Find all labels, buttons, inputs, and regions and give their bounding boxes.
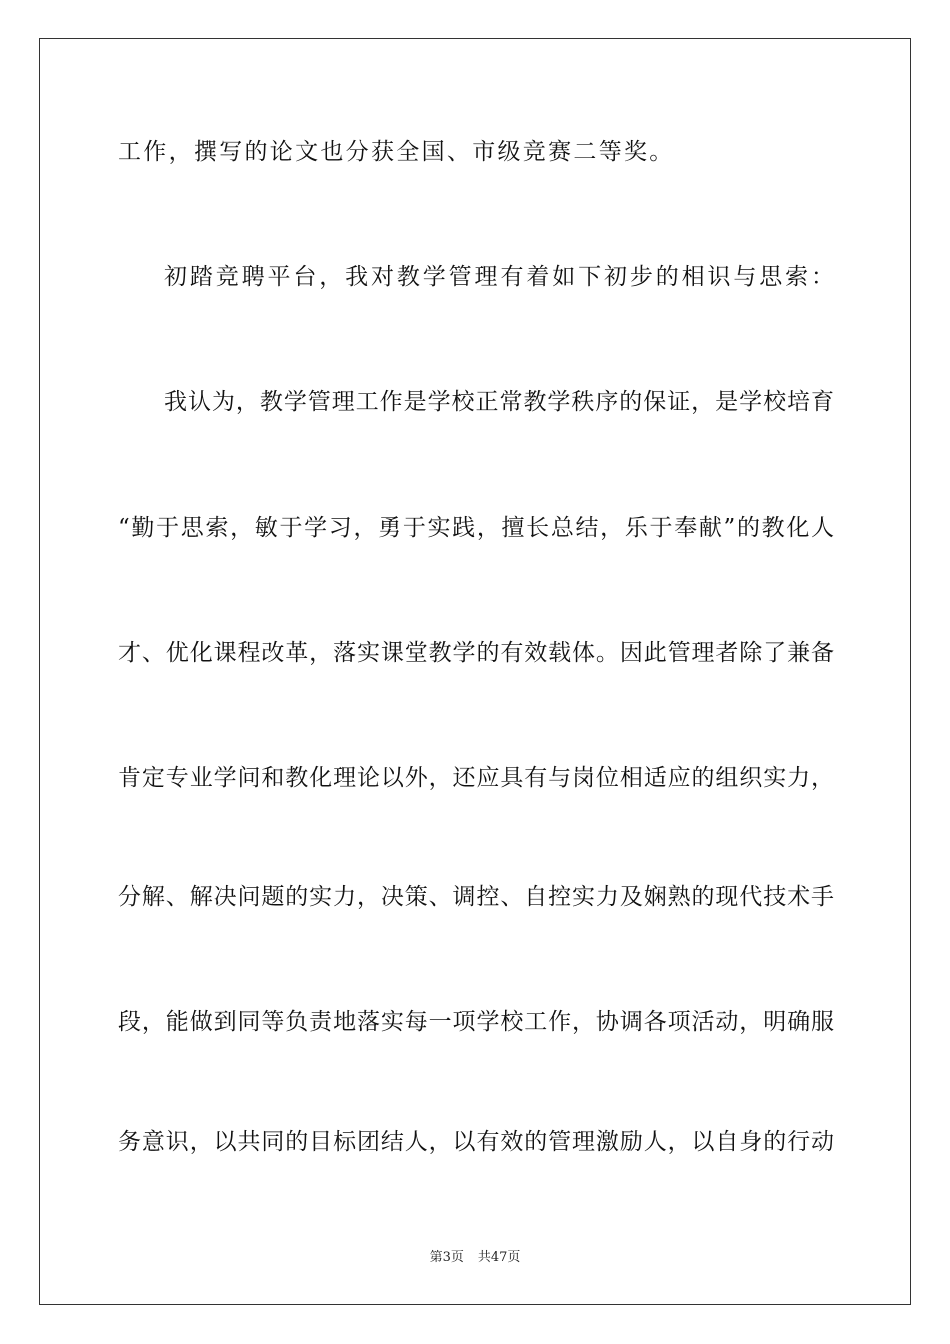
paragraph-line-5: 才、优化课程改革，落实课堂教学的有效载体。因此管理者除了兼备 (118, 640, 834, 666)
paragraph-line-7: 分解、解决问题的实力，决策、调控、自控实力及娴熟的现代技术手 (118, 884, 834, 910)
paragraph-line-8: 段，能做到同等负责地落实每一项学校工作，协调各项活动，明确服 (118, 1009, 834, 1035)
page-total: 共47页 (477, 1250, 521, 1265)
page-footer (0, 1246, 950, 1265)
page-border (39, 38, 911, 1305)
paragraph-line-2: 初踏竞聘平台，我对教学管理有着如下初步的相识与思索： (164, 264, 834, 290)
page-number: 第3页 (429, 1250, 464, 1265)
paragraph-line-6: 肯定专业学问和教化理论以外，还应具有与岗位相适应的组织实力， (118, 765, 834, 791)
paragraph-line-3: 我认为，教学管理工作是学校正常教学秩序的保证，是学校培育 (164, 389, 834, 415)
paragraph-line-4: “勤于思索，敏于学习，勇于实践，擅长总结，乐于奉献”的教化人 (118, 515, 834, 541)
paragraph-line-1: 工作，撰写的论文也分获全国、市级竞赛二等奖。 (118, 139, 675, 165)
paragraph-line-9: 务意识，以共同的目标团结人，以有效的管理激励人，以自身的行动 (118, 1129, 834, 1155)
